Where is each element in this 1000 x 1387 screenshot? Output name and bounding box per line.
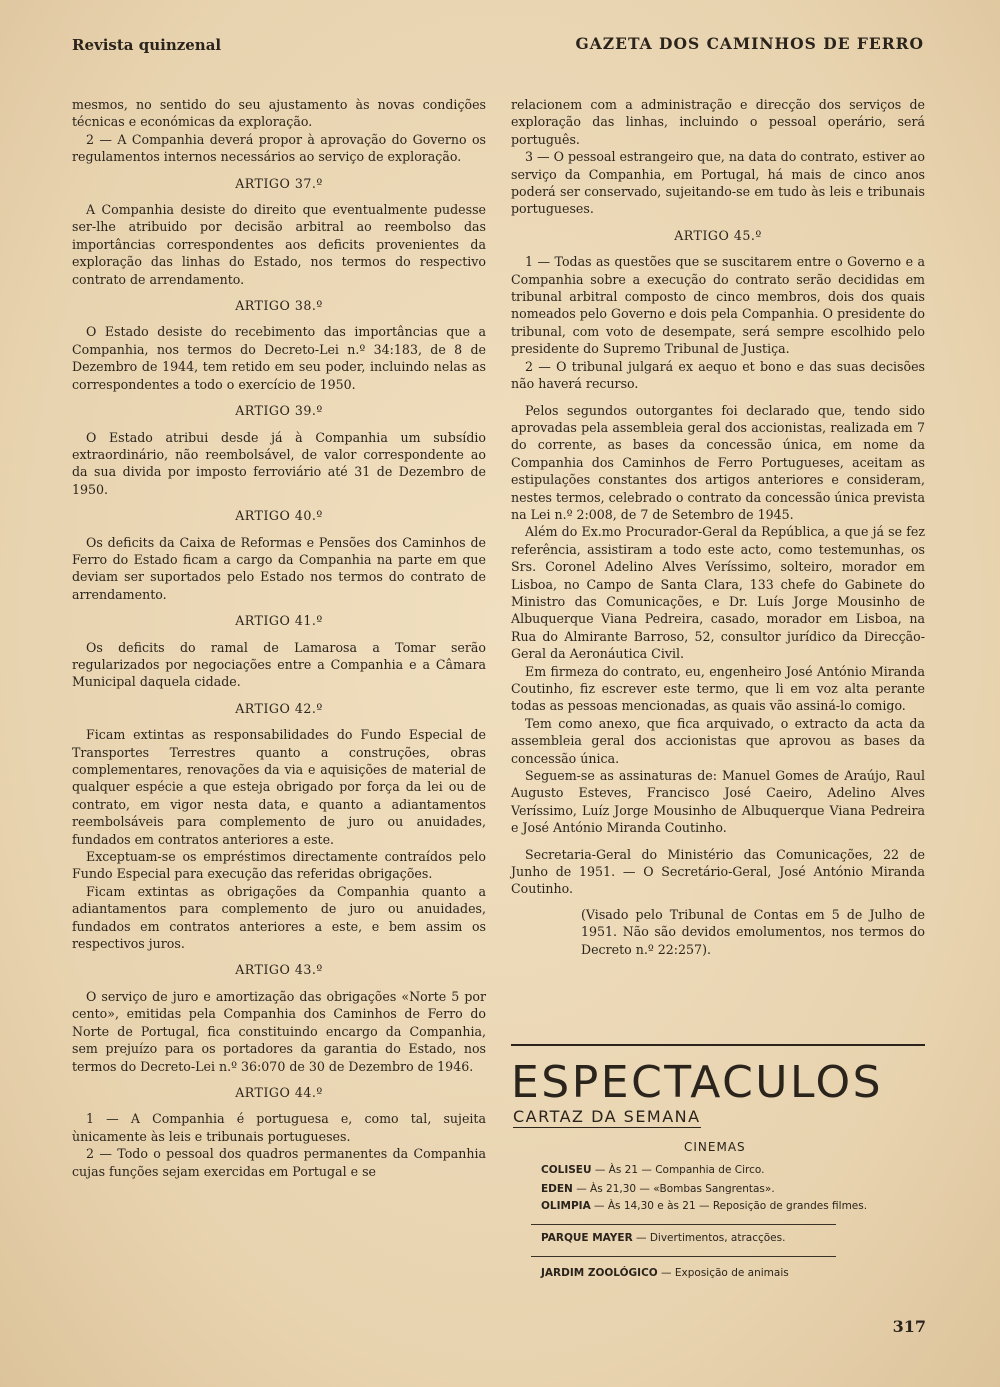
listing-detail: — Às 21 — Companhia de Circo. <box>591 1164 765 1176</box>
article-heading: ARTIGO 44.º <box>235 1084 323 1100</box>
paragraph: Em firmeza do contrato, eu, engenheiro José António Miranda Coutinho, fiz escrever este termo, que li em voz alta perante todas as pessoas mencionadas, as quais vão assiná-lo comigo. <box>511 663 925 714</box>
article-heading: ARTIGO 41.º <box>235 613 323 629</box>
listing-jardim-zoologico <box>541 1266 789 1280</box>
listing-detail: — Exposição de animais <box>657 1267 789 1279</box>
listing-detail: — Às 14,30 e às 21 — Reposição de grandes filmes. <box>590 1200 868 1212</box>
article-heading: ARTIGO 40.º <box>235 508 323 524</box>
header-left: Revista quinzenal <box>72 36 222 54</box>
page-number: 317 <box>892 1317 926 1336</box>
spacer <box>511 393 925 402</box>
paragraph: O Estado atribui desde já à Companhia um subsídio extraordinário, não reembolsável, de valor correspondente ao da sua divida por imposto ferroviário até 31 de Dezembro de 1950. <box>72 429 486 497</box>
article-heading: ARTIGO 42.º <box>235 700 323 716</box>
paragraph: 3 — O pessoal estrangeiro que, na data do contrato, estiver ao serviço da Companhia, em Portugal, há mais de cinco anos poderá ser conservado, sujeitando-se em tudo às leis e tribunais portugueses. <box>511 149 925 217</box>
listing-name: EDEN <box>541 1183 573 1195</box>
paragraph: O Estado desiste do recebimento das importâncias que a Companhia, nos termos do Decreto-Lei n.º 34:183, de 8 de Dezembro de 1944, tem retido em seu poder, incluindo nelas as correspondentes a todo o exercício de 1950. <box>72 324 486 392</box>
article-heading: ARTIGO 38.º <box>235 298 323 314</box>
article-heading: ARTIGO 43.º <box>235 962 323 978</box>
spacer <box>511 837 925 846</box>
article-heading: ARTIGO 45.º <box>674 227 762 243</box>
cinemas-heading: CINEMAS <box>684 1140 746 1154</box>
paragraph: Pelos segundos outorgantes foi declarado que, tendo sido aprovadas pela assembleia geral dos accionistas, realizada em 7 do corrente, as bases da concessão única, em nome da Companhia dos Caminhos de Ferro Portugueses, aceitam as estipulações constantes dos artigos anteriores e consideram, nestes termos, celebrado o contrato da concessão única prevista na Lei n.º 2:008, de 7 de Setembro de 1945. <box>511 402 925 522</box>
listing-name: PARQUE MAYER <box>541 1232 633 1244</box>
listing-name: JARDIM ZOOLÓGICO <box>541 1267 658 1279</box>
paragraph: Exceptuam-se os empréstimos directamente contraídos pelo Fundo Especial para execução das referidas obrigações. <box>72 849 486 882</box>
listing-detail: — Divertimentos, atracções. <box>632 1232 786 1244</box>
paragraph: relacionem com a administração e direcção dos serviços de exploração das linhas, incluindo o pessoal operário, será português. <box>511 97 925 147</box>
paragraph: Secretaria-Geral do Ministério das Comunicações, 22 de Junho de 1951. — O Secretário-Geral, José António Miranda Coutinho. <box>511 846 925 897</box>
listing-eden <box>541 1182 775 1196</box>
paragraph: Seguem-se as assinaturas de: Manuel Gomes de Araújo, Raul Augusto Esteves, Francisco José Caeiro, Adelino Alves Veríssimo, Luíz Jorge Mousinho de Albuquerque Viana Pedreira e José António Miranda Coutinho. <box>511 768 925 836</box>
article-heading: ARTIGO 37.º <box>235 175 323 191</box>
paragraph: Os deficits do ramal de Lamarosa a Tomar serão regularizados por negociações entre a Companhia e a Câmara Municipal daquela cidade. <box>72 639 486 690</box>
paragraph: Tem como anexo, que fica arquivado, o extracto da acta da assembleia geral dos accionistas que aprovou as bases da concessão única. <box>511 715 925 766</box>
espectaculos-title: ESPECTACULOS <box>511 1057 884 1108</box>
listing-olimpia <box>541 1199 867 1213</box>
listing-divider <box>531 1256 836 1257</box>
paragraph: O serviço de juro e amortização das obrigações «Norte 5 por cento», emitidas pela Companhia dos Caminhos de Ferro do Norte de Portugal, fica constituindo encargo da Companhia, sem prejuízo para os portadores da garantia do Estado, nos termos do Decreto-Lei n.º 36:070 de 30 de Dezembro de 1946. <box>72 988 486 1074</box>
paragraph: Além do Ex.mo Procurador-Geral da República, a que já se fez referência, assistiram a todo este acto, como testemunhas, os Srs. Coronel Adelino Alves Veríssimo, solteiro, morador em Lisboa, no Campo de Santa Clara, 133 chefe do Gabinete do Ministro das Comunicações, e Dr. Luís Jorge Mousinho de Albuquerque Viana Pedreira, casado, morador em Lisboa, na Rua do Almirante Barroso, 52, consultor jurídico da Direcção-Geral da Aeronáutica Civil. <box>511 524 925 662</box>
paragraph: Os deficits da Caixa de Reformas e Pensões dos Caminhos de Ferro do Estado ficam a cargo da Companhia na parte em que deviam ser suportados pelo Estado nos termos do contrato de arrendamento. <box>72 534 486 602</box>
article-heading: ARTIGO 39.º <box>235 403 323 419</box>
listing-coliseu <box>541 1163 764 1177</box>
listing-divider <box>531 1224 836 1225</box>
paragraph: Ficam extintas as responsabilidades do Fundo Especial de Transportes Terrestres quanto a construções, obras complementares, renovações da via e aquisições de material de qualquer espécie a que esteja obrigado por força da lei ou de contrato, em vigor nesta data, e quanto a adiantamentos reembolsáveis para complemento de juro ou anuidades, fundados em contratos anteriores a este. <box>72 727 486 847</box>
listing-name: COLISEU <box>541 1164 592 1176</box>
section-divider <box>511 1044 925 1046</box>
listing-name: OLIMPIA <box>541 1200 591 1212</box>
right-column <box>511 96 925 958</box>
header-title: GAZETA DOS CAMINHOS DE FERRO <box>575 34 924 53</box>
paragraph: 1 — Todas as questões que se suscitarem entre o Governo e a Companhia sobre a execução do contrato serão decididas em tribunal arbitral composto de cinco membros, dois dos quais nomeados pelo Governo e dois pela Companhia. O presidente do tribunal, com voto de desempate, será sempre escolhido pelo presidente do Supremo Tribunal de Justiça. <box>511 254 925 357</box>
paragraph: 2 — A Companhia deverá propor à aprovação do Governo os regulamentos internos necessários ao serviço de exploração. <box>72 131 486 165</box>
paragraph: 2 — Todo o pessoal dos quadros permanentes da Companhia cujas funções sejam exercidas em Portugal e se <box>72 1146 486 1179</box>
paragraph: 2 — O tribunal julgará ex aequo et bono e das suas decisões não haverá recurso. <box>511 358 925 392</box>
cartaz-subtitle: CARTAZ DA SEMANA <box>513 1107 701 1126</box>
listing-detail: — Às 21,30 — «Bombas Sangrentas». <box>572 1183 775 1195</box>
left-column <box>72 96 486 1180</box>
paragraph: Ficam extintas as obrigações da Companhia quanto a adiantamentos para complemento de juro ou anuidades, fundados em contratos anteriores a este, e bem assim os respectivos juros. <box>72 883 486 952</box>
listing-parque-mayer <box>541 1231 785 1245</box>
paragraph: A Companhia desiste do direito que eventualmente pudesse ser-lhe atribuido por decisão arbitral ao reembolso das importâncias correspondentes aos deficits provenientes da exploração das linhas do Estado, nos termos do respectivo contrato de arrendamento. <box>72 202 486 287</box>
paragraph: mesmos, no sentido do seu ajustamento às novas condições técnicas e económicas da exploração. <box>72 97 486 130</box>
visado-note: (Visado pelo Tribunal de Contas em 5 de Julho de 1951. Não são devidos emolumentos, nos termos do Decreto n.º 22:257). <box>581 906 925 957</box>
paragraph: 1 — A Companhia é portuguesa e, como tal, sujeita ùnicamente às leis e tribunais portugueses. <box>72 1111 486 1144</box>
